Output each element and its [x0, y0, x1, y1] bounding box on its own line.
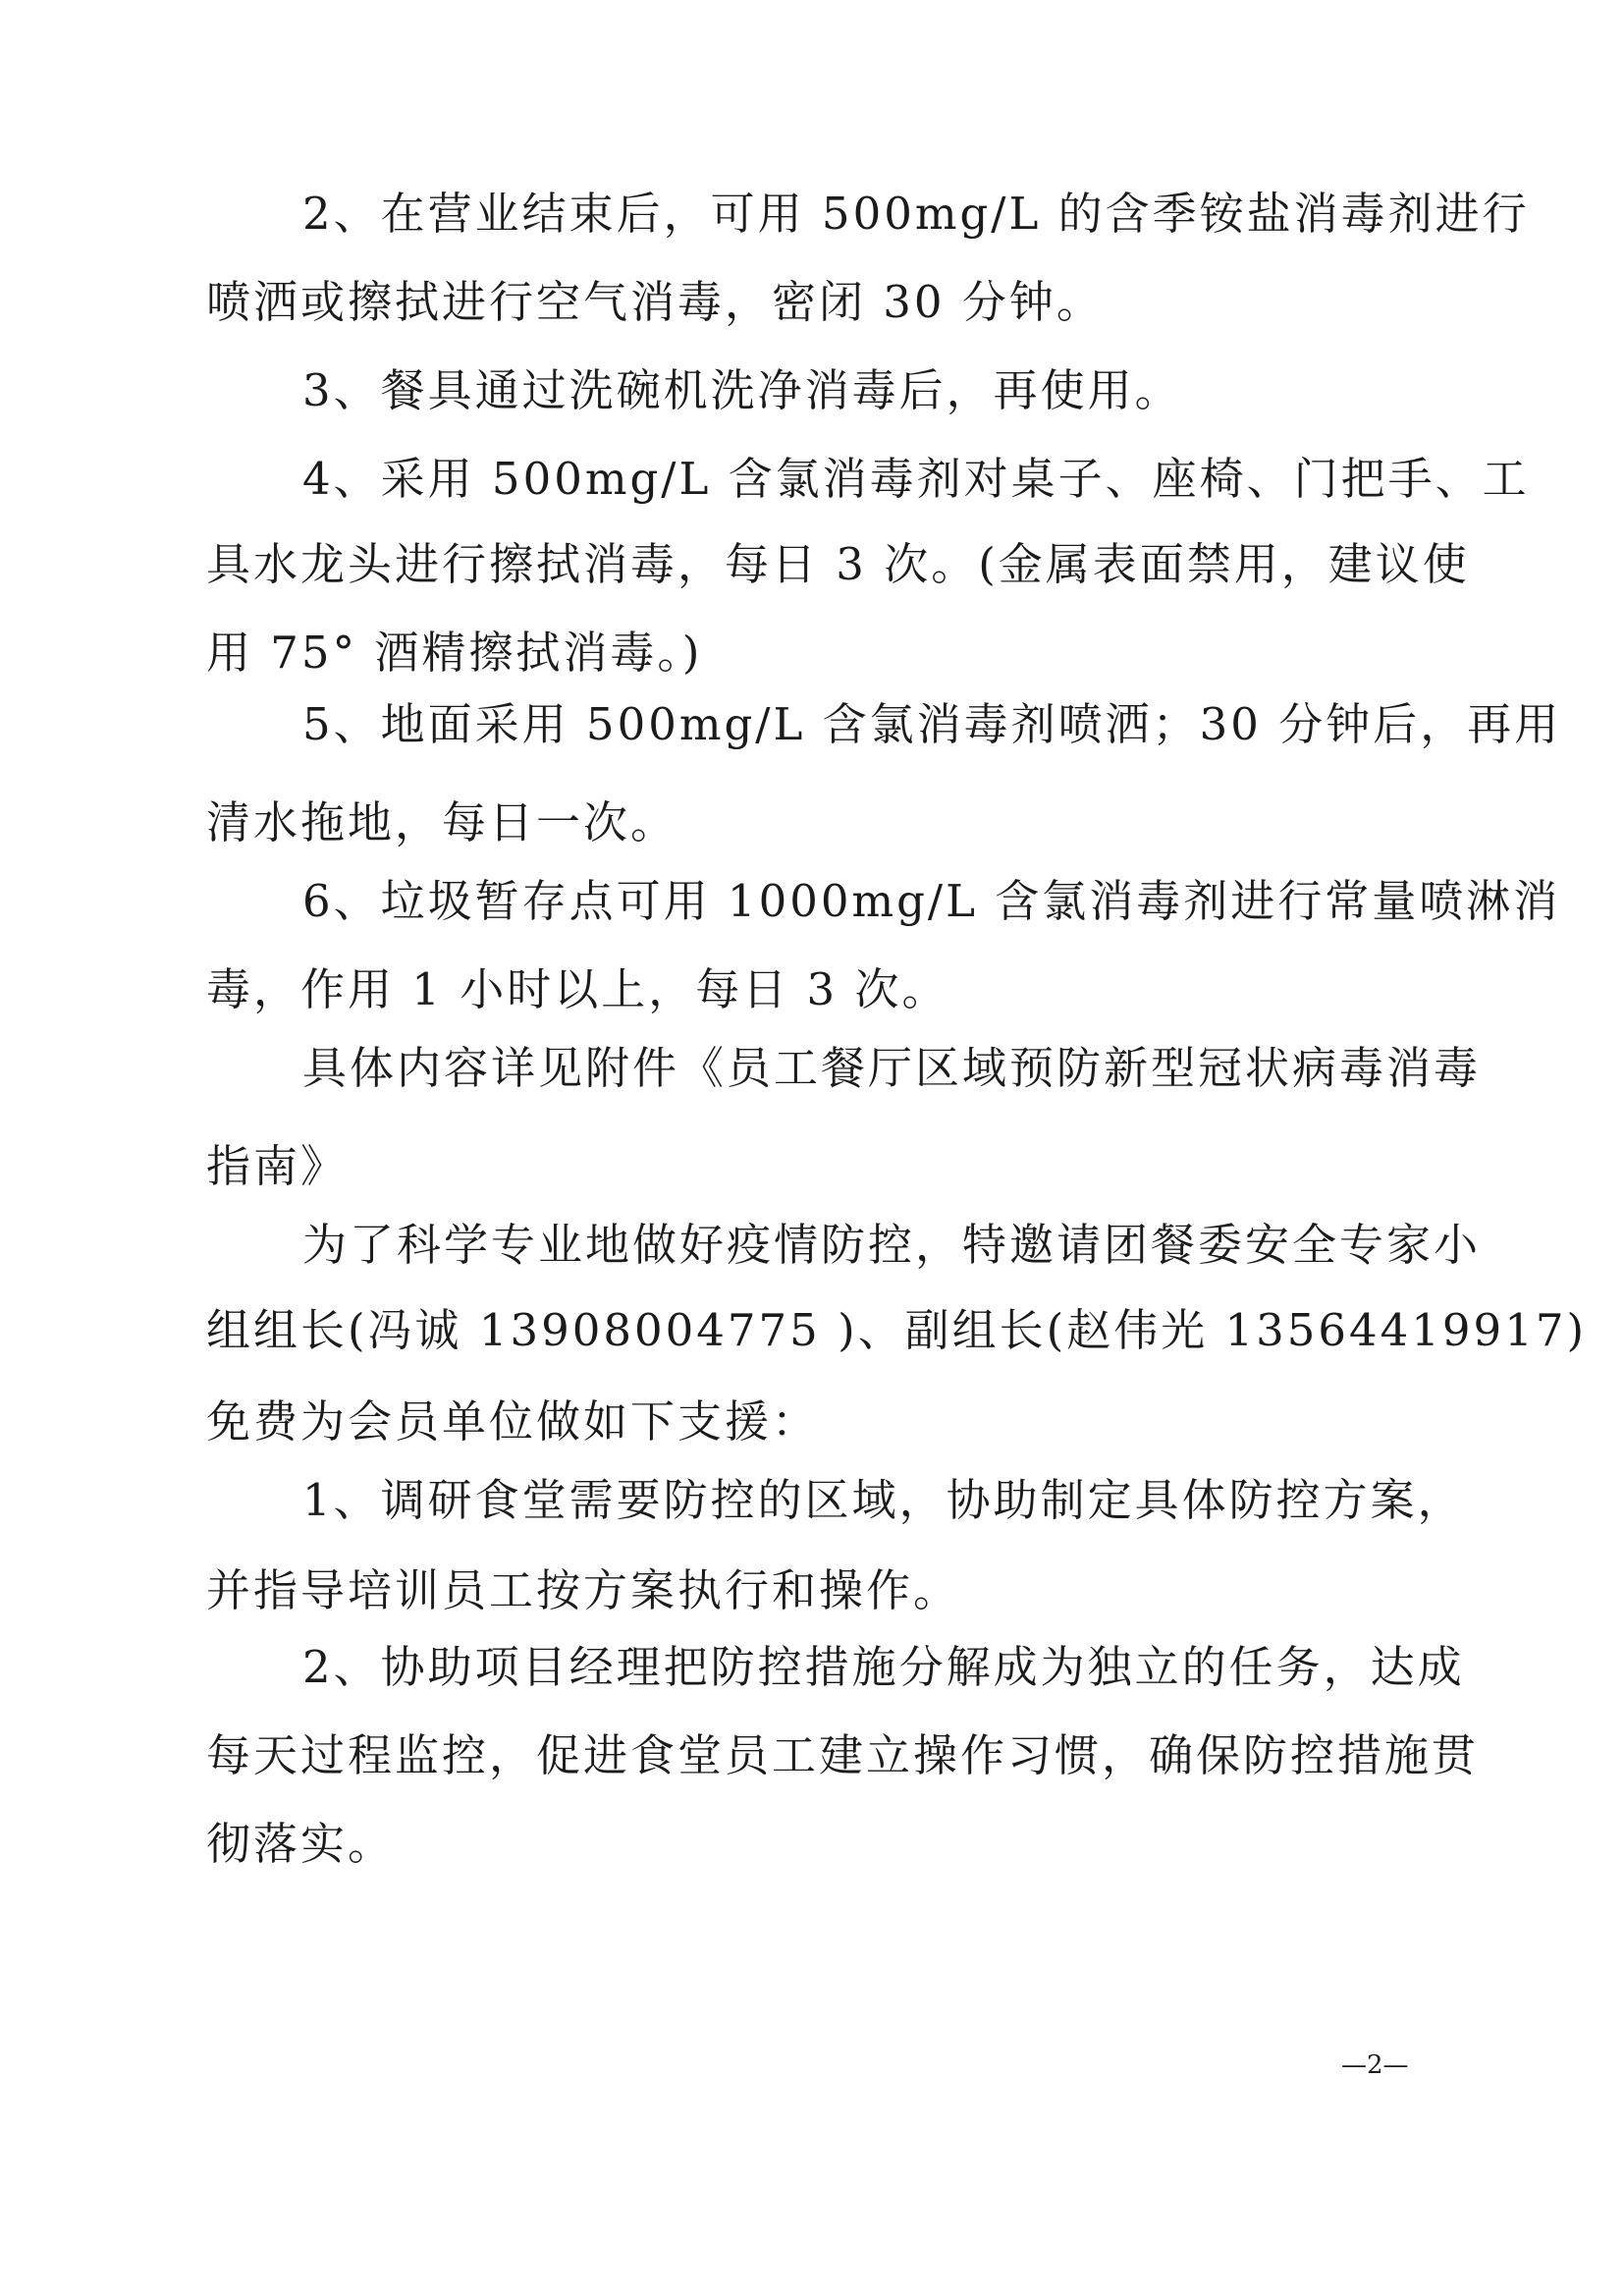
paragraph-line: 免费为会员单位做如下支援： [206, 1395, 820, 1448]
paragraph-line: 6、垃圾暂存点可用 1000mg/L 含氯消毒剂进行常量喷淋消 [302, 875, 1561, 927]
paragraph-line: 2、在营业结束后，可用 500mg/L 的含季铵盐消毒剂进行 [302, 188, 1530, 240]
paragraph-line: 彻落实。 [206, 1818, 396, 1870]
paragraph-line: 具水龙头进行擦拭消毒，每日 3 次。(金属表面禁用，建议使 [206, 538, 1470, 590]
paragraph-line: 具体内容详见附件《员工餐厅区域预防新型冠状病毒消毒 [302, 1042, 1482, 1094]
page-number: —2— [1341, 2050, 1409, 2080]
paragraph-line: 并指导培训员工按方案执行和操作。 [206, 1564, 961, 1616]
paragraph-line: 2、协助项目经理把防控措施分解成为独立的任务，达成 [302, 1641, 1465, 1693]
paragraph-line: 指南》 [206, 1140, 349, 1192]
paragraph-line: 用 75° 酒精擦拭消毒。) [206, 627, 703, 679]
paragraph-line: 1、调研食堂需要防控的区域，协助制定具体防控方案， [302, 1474, 1465, 1526]
paragraph-line: 3、餐具通过洗碗机洗净消毒后，再使用。 [302, 364, 1182, 416]
paragraph-line: 为了科学专业地做好疫情防控，特邀请团餐委安全专家小 [302, 1219, 1482, 1271]
paragraph-line: 4、采用 500mg/L 含氯消毒剂对桌子、座椅、门把手、工 [302, 453, 1530, 505]
paragraph-line: 每天过程监控，促进食堂员工建立操作习惯，确保防控措施贯 [206, 1729, 1480, 1781]
paragraph-line: 组组长(冯诚 13908004775 )、副组长(赵伟光 13564419917) [206, 1304, 1588, 1356]
paragraph-line: 毒，作用 1 小时以上，每日 3 次。 [206, 963, 949, 1015]
paragraph-line: 5、地面采用 500mg/L 含氯消毒剂喷洒；30 分钟后，再用 [302, 698, 1562, 750]
paragraph-line: 喷洒或擦拭进行空气消毒，密闭 30 分钟。 [206, 276, 1104, 328]
paragraph-line: 清水拖地，每日一次。 [206, 796, 678, 848]
